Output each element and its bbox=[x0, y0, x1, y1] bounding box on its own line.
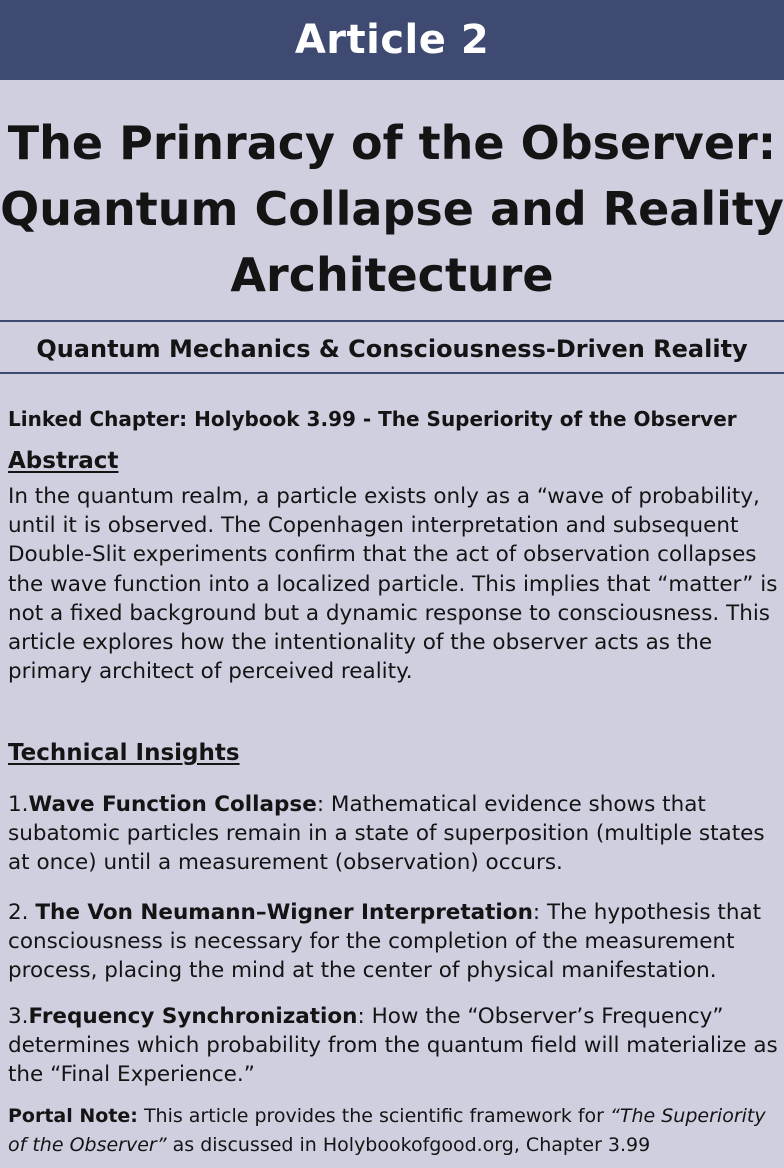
article-header-bar bbox=[0, 0, 784, 80]
portal-note-text-2: as discussed in bbox=[166, 1134, 323, 1156]
bottom-divider bbox=[0, 372, 784, 374]
insight-item-3 bbox=[8, 1002, 780, 1090]
insight-item-2 bbox=[8, 898, 780, 986]
linked-chapter: Linked Chapter: Holybook 3.99 - The Superiority of the Observer bbox=[8, 407, 737, 431]
insight-item-1 bbox=[8, 790, 780, 878]
insight-number: 1. bbox=[8, 792, 29, 817]
insight-number: 3. bbox=[8, 1004, 29, 1029]
portal-note-text-3: , Chapter 3.99 bbox=[513, 1134, 651, 1156]
portal-note-label: Portal Note: bbox=[8, 1105, 138, 1127]
abstract-heading: Abstract bbox=[8, 448, 119, 474]
top-divider bbox=[0, 320, 784, 322]
portal-note-text: This article provides the scientific framework for bbox=[137, 1105, 611, 1127]
portal-note-site: Holybookofgood.org bbox=[322, 1134, 514, 1156]
page-title: The Prinracy of the Observer: Quantum Collapse and Reality Architecture bbox=[0, 116, 784, 302]
insight-text: : The hypothesis that consciousness is necessary for the completion of the measurement process, placing the mind at the center of physical manifestation. bbox=[8, 900, 762, 984]
insight-text: : Mathematical evidence shows that subatomic particles remain in a state of superposition (multiple states at once) until a measurement (observation) occurs. bbox=[8, 792, 765, 876]
article-number: Article 2 bbox=[294, 17, 490, 63]
portal-note bbox=[8, 1102, 780, 1160]
subtitle: Quantum Mechanics & Consciousness-Driven Reality bbox=[36, 335, 748, 363]
abstract-text: In the quantum realm, a particle exists only as a “wave of probability, until it is observed. The Copenhagen interpretation and subsequent Double-Slit experiments confirm that the act of observation collapses the wave function into a localized particle. This implies that “matter” is not a fixed background but a dynamic response to consciousness. This article explores how the intentionality of the observer acts as the primary architect of perceived reality. bbox=[8, 484, 778, 685]
insight-number: 2. bbox=[8, 900, 36, 925]
insight-text: : How the “Observer’s Frequency” determines which probability from the quantum field will materialize as the “Final Experience.” bbox=[8, 1004, 778, 1088]
insight-title: Wave Function Collapse bbox=[28, 792, 317, 817]
portal-note-chapter-title: “The Superiority of the Observer” bbox=[8, 1105, 766, 1156]
insight-title: Frequency Synchronization bbox=[28, 1004, 358, 1029]
technical-insights-heading: Technical Insights bbox=[8, 740, 240, 766]
insight-title: The Von Neumann–Wigner Interpretation bbox=[35, 900, 533, 925]
